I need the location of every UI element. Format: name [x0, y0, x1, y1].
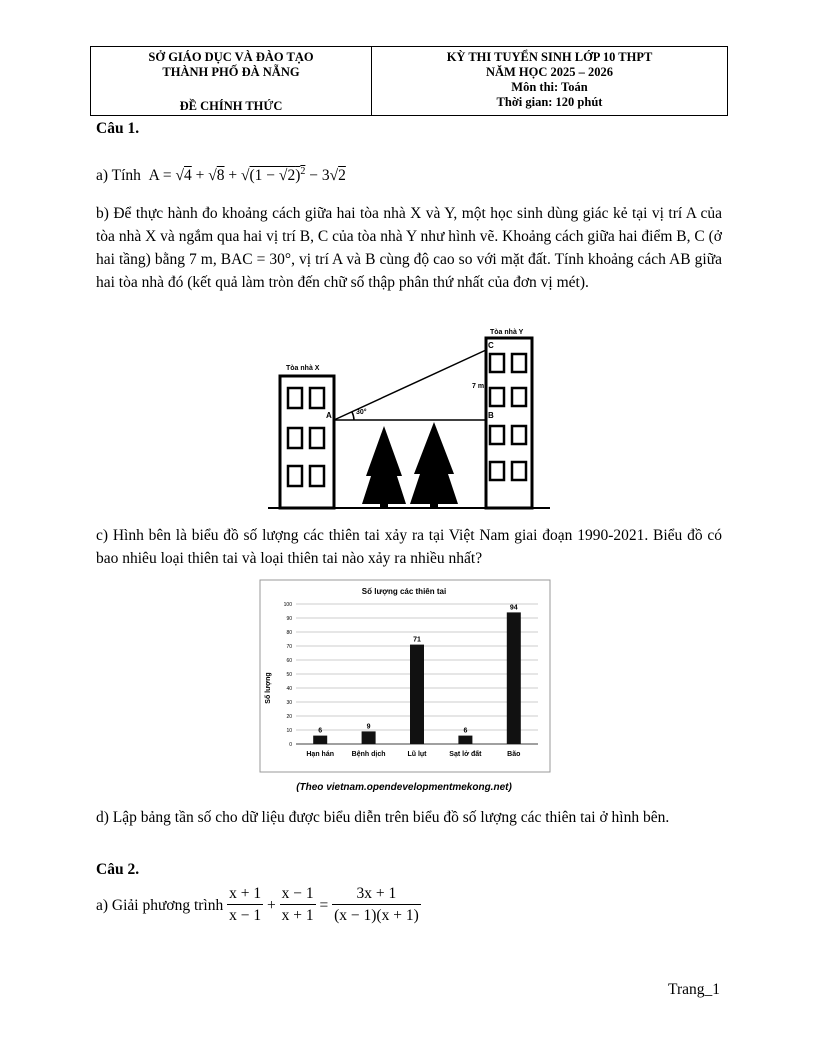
exam-header — [90, 46, 728, 116]
official-label: ĐỀ CHÍNH THỨC — [179, 99, 283, 113]
q1b-text: b) Để thực hành đo khoảng cách giữa hai tòa nhà X và Y, một học sinh dùng giác kẻ tại vị trí A của tòa nhà X và ngắm qua hai vị trí B, C của tòa nhà Y như hình vẽ. Khoảng cách giữa hai điểm B, C (ở hai tầng) bằng 7 m, — [96, 205, 722, 268]
q1b-angle: BAC = 30° — [220, 251, 292, 268]
chart-category-label: Lũ lụt — [407, 751, 427, 758]
chart-ytick-label: 30 — [286, 700, 292, 706]
q1a-expression: $A = √4 + √8 + √(1 - √2)^2 - 3√2$ — [144, 166, 346, 185]
q1a — [96, 160, 346, 187]
tree-right — [410, 422, 458, 508]
chart-bar — [507, 612, 521, 744]
q2a-prefix: a) Giải phương trình — [96, 897, 224, 914]
label-b: B — [488, 411, 494, 420]
exam-time: Thời gian: 120 phút — [496, 95, 603, 109]
q2-title: Câu 2. — [96, 861, 140, 878]
chart-data-label: 9 — [366, 723, 371, 731]
chart-category-label: Bão — [507, 751, 521, 758]
chart-ytick-label: 60 — [286, 658, 292, 664]
dept-line1: SỞ GIÁO DỤC VÀ ĐÀO TẠO — [148, 50, 314, 64]
q2a-frac3: $\frac{3x + 1}{(x - 1)(x + 1)}$ — [334, 885, 419, 924]
q1d: d) Lập bảng tần số cho dữ liệu được biểu diễn trên biểu đồ số lượng các thiên tai ở hình bên. — [96, 809, 670, 826]
q1b — [96, 202, 722, 294]
chart-category-label: Hạn hán — [306, 751, 335, 758]
chart-bar — [410, 645, 424, 744]
chart-ytick-label: 10 — [286, 728, 292, 734]
page-number: Trang_1 — [668, 981, 720, 998]
chart-ylabel: Số lượng — [265, 672, 272, 704]
q1-title: Câu 1. — [96, 120, 140, 137]
chart-ytick-label: 40 — [286, 686, 292, 692]
exam-subject: Môn thi: Toán — [511, 80, 588, 94]
tree-left — [362, 426, 406, 508]
chart-data-label: 71 — [413, 636, 421, 644]
chart-ytick-label: 80 — [286, 630, 292, 636]
chart-ytick-label: 70 — [286, 644, 292, 650]
chart-ytick-label: 100 — [283, 602, 292, 608]
q1a-prefix: a) Tính — [96, 167, 141, 185]
chart-data-label: 6 — [463, 727, 468, 735]
disaster-bar-chart — [254, 578, 554, 796]
q2a: a) Giải phương trình $\frac{x + 1}{x - 1}$ + $\frac{x - 1}{x + 1}$ = $\frac{3x + 1}{(x - 1)(x + 1)}$ — [96, 884, 421, 927]
chart-data-label: 6 — [318, 727, 323, 735]
chart-category-label: Bệnh dịch — [351, 751, 386, 758]
label-a: A — [326, 411, 332, 420]
chart-bar — [458, 736, 472, 744]
angle-label: 30° — [356, 409, 367, 416]
chart-ytick-label: 50 — [286, 672, 292, 678]
distance-label: 7 m — [472, 383, 485, 390]
chart-ytick-label: 90 — [286, 616, 292, 622]
building-x-label: Tòa nhà X — [286, 365, 320, 372]
chart-bar — [362, 731, 376, 744]
chart-source: (Theo vietnam.opendevelopmentmekong.net) — [296, 782, 512, 793]
label-c: C — [488, 341, 494, 350]
exam-line1: KỲ THI TUYỂN SINH LỚP 10 THPT — [446, 50, 653, 64]
chart-ytick-label: 20 — [286, 714, 292, 720]
chart-ytick-label: 0 — [289, 742, 292, 748]
q2a-frac1: $\frac{x + 1}{x - 1}$ — [229, 885, 262, 924]
chart-data-label: 94 — [509, 604, 518, 612]
header-left — [91, 47, 372, 115]
exam-line2: NĂM HỌC 2025 – 2026 — [485, 65, 614, 79]
chart-bar — [313, 736, 327, 744]
chart-title: Số lượng các thiên tai — [361, 587, 447, 596]
chart-category-label: Sạt lở đất — [449, 751, 482, 758]
dept-line2: THÀNH PHỐ ĐÀ NẴNG — [162, 65, 300, 79]
buildings-figure — [268, 326, 550, 516]
q2a-frac2: $\frac{x - 1}{x + 1}$ — [281, 885, 314, 924]
q1b-text2: , vị trí A và B cùng độ cao so với mặt đất. Tính khoảng cách AB giữa hai tòa nhà đó (kết quả làm tròn đến chữ số thập phân thứ nhất của đơn vị mét). — [96, 251, 723, 291]
building-y-label: Tòa nhà Y — [490, 329, 524, 336]
header-right — [372, 47, 727, 115]
q1c: c) Hình bên là biểu đồ số lượng các thiên tai xảy ra tại Việt Nam giai đoạn 1990-2021. Biểu đồ có bao nhiêu loại thiên tai và loại thiên tai nào xảy ra nhiều nhất? — [96, 527, 722, 567]
